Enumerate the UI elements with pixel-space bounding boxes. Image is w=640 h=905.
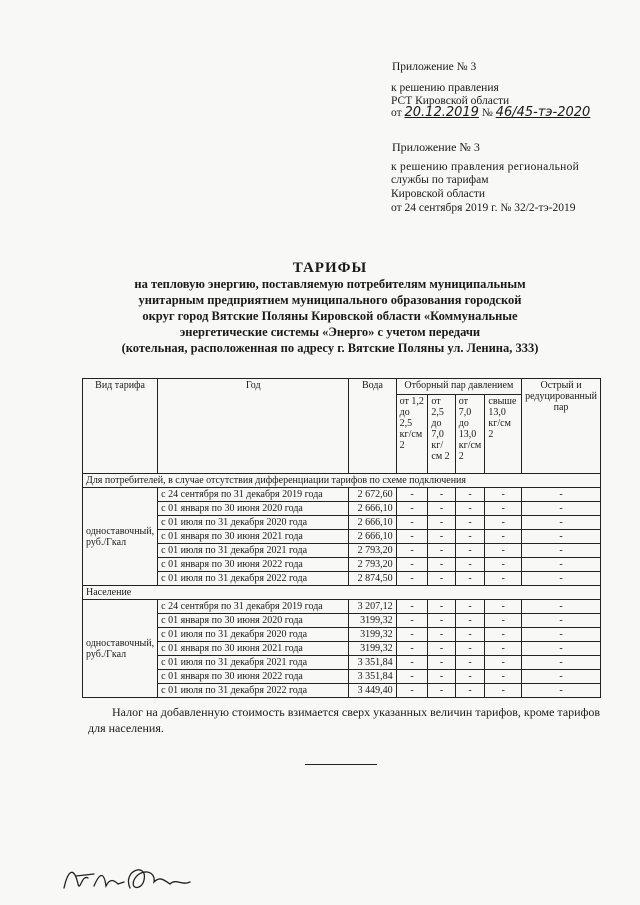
empty-value-dash: - (428, 684, 455, 698)
empty-value-dash: - (455, 558, 485, 572)
empty-value-dash: - (428, 558, 455, 572)
empty-value-dash: - (455, 684, 485, 698)
empty-value-dash: - (455, 670, 485, 684)
water-value: 3 207,12 (349, 600, 396, 614)
subtitle-line: (котельная, расположенная по адресу г. Вятские Поляны ул. Ленина, 333) (121, 341, 539, 355)
water-value: 3199,32 (349, 628, 396, 642)
water-value: 2 793,20 (349, 558, 396, 572)
empty-value-dash: - (522, 684, 601, 698)
empty-value-dash: - (396, 614, 428, 628)
period-cell: с 01 января по 30 июня 2021 года (158, 530, 349, 544)
table-row (83, 516, 601, 530)
water-value: 2 874,50 (349, 572, 396, 586)
col-header-steam-3: от 7,0 до 13,0 кг/см 2 (455, 395, 485, 474)
empty-value-dash: - (396, 488, 428, 502)
water-value: 3 449,40 (349, 684, 396, 698)
period-cell: с 01 июля по 31 декабря 2022 года (158, 572, 349, 586)
empty-value-dash: - (455, 628, 485, 642)
empty-value-dash: - (428, 642, 455, 656)
table-row (83, 544, 601, 558)
empty-value-dash: - (485, 656, 522, 670)
empty-value-dash: - (428, 614, 455, 628)
section-row (83, 586, 601, 600)
subtitle-line: округ город Вятские Поляны Кировской области «Коммунальные (142, 309, 518, 323)
empty-value-dash: - (485, 614, 522, 628)
empty-value-dash: - (455, 600, 485, 614)
col-header-steam-4: свыше 13,0 кг/см 2 (485, 395, 522, 474)
empty-value-dash: - (396, 502, 428, 516)
section-title: Население (83, 586, 601, 600)
empty-value-dash: - (396, 544, 428, 558)
empty-value-dash: - (522, 656, 601, 670)
period-cell: с 01 января по 30 июня 2022 года (158, 558, 349, 572)
period-cell: с 01 января по 30 июня 2020 года (158, 502, 349, 516)
col-header-steam-1: от 1,2 до 2,5 кг/см 2 (396, 395, 428, 474)
water-value: 3 351,84 (349, 670, 396, 684)
signature-drawing (60, 858, 210, 898)
empty-value-dash: - (522, 530, 601, 544)
empty-value-dash: - (522, 614, 601, 628)
water-value: 3199,32 (349, 614, 396, 628)
period-cell: с 01 января по 30 июня 2022 года (158, 670, 349, 684)
table-body (83, 474, 601, 698)
tariff-type: одноставочный, руб./Гкал (83, 600, 158, 698)
table-row (83, 488, 601, 502)
empty-value-dash: - (485, 642, 522, 656)
empty-value-dash: - (428, 502, 455, 516)
empty-value-dash: - (428, 572, 455, 586)
decision-date: 20.12.2019 (404, 105, 479, 120)
col-header-steam-2: от 2,5 до 7,0 кг/см 2 (428, 395, 455, 474)
empty-value-dash: - (485, 544, 522, 558)
table-row (83, 670, 601, 684)
empty-value-dash: - (522, 516, 601, 530)
vat-note: Налог на добавленную стоимость взимается сверх указанных величин тарифов, кроме тарифов для населения. (88, 705, 601, 735)
empty-value-dash: - (428, 600, 455, 614)
empty-value-dash: - (485, 684, 522, 698)
tariff-table (82, 378, 601, 698)
ref-line-3: Кировской области (391, 188, 486, 200)
empty-value-dash: - (396, 572, 428, 586)
subtitle-line: энергетические системы «Энерго» с учетом передачи (179, 325, 481, 339)
empty-value-dash: - (485, 572, 522, 586)
empty-value-dash: - (522, 502, 601, 516)
table-row (83, 572, 601, 586)
empty-value-dash: - (455, 614, 485, 628)
water-value: 2 666,10 (349, 530, 396, 544)
table-row (83, 684, 601, 698)
empty-value-dash: - (428, 656, 455, 670)
empty-value-dash: - (428, 488, 455, 502)
empty-value-dash: - (455, 488, 485, 502)
water-value: 2 666,10 (349, 516, 396, 530)
subtitle-line: на тепловую энергию, поставляемую потребителям муниципальным (134, 277, 526, 291)
empty-value-dash: - (396, 600, 428, 614)
empty-value-dash: - (455, 572, 485, 586)
water-value: 2 793,20 (349, 544, 396, 558)
empty-value-dash: - (428, 516, 455, 530)
empty-value-dash: - (455, 502, 485, 516)
col-header-year: Год (158, 379, 349, 474)
empty-value-dash: - (485, 488, 522, 502)
ref-line-2: службы по тарифам (391, 174, 489, 186)
decision-from: от (391, 107, 402, 119)
water-value: 2 666,10 (349, 502, 396, 516)
empty-value-dash: - (522, 670, 601, 684)
empty-value-dash: - (522, 558, 601, 572)
period-cell: с 01 июля по 31 декабря 2021 года (158, 544, 349, 558)
empty-value-dash: - (485, 516, 522, 530)
empty-value-dash: - (485, 670, 522, 684)
period-cell: с 01 июля по 31 декабря 2020 года (158, 516, 349, 530)
empty-value-dash: - (522, 600, 601, 614)
empty-value-dash: - (396, 684, 428, 698)
col-header-type: Вид тарифа (83, 379, 158, 474)
table-row (83, 530, 601, 544)
empty-value-dash: - (396, 530, 428, 544)
period-cell: с 24 сентября по 31 декабря 2019 года (158, 488, 349, 502)
empty-value-dash: - (485, 628, 522, 642)
empty-value-dash: - (522, 572, 601, 586)
document-title: ТАРИФЫ (292, 260, 368, 276)
col-header-sharp-steam: Острый и редуцированный пар (522, 379, 601, 474)
period-cell: с 01 января по 30 июня 2021 года (158, 642, 349, 656)
empty-value-dash: - (396, 656, 428, 670)
period-cell: с 24 сентября по 31 декабря 2019 года (158, 600, 349, 614)
table-row (83, 614, 601, 628)
water-value: 3 351,84 (349, 656, 396, 670)
empty-value-dash: - (485, 502, 522, 516)
decision-date-line (391, 106, 590, 120)
decision-number: 46/45-тэ-2020 (495, 105, 591, 120)
empty-value-dash: - (485, 558, 522, 572)
period-cell: с 01 января по 30 июня 2020 года (158, 614, 349, 628)
section-row (83, 474, 601, 488)
empty-value-dash: - (455, 544, 485, 558)
empty-value-dash: - (428, 670, 455, 684)
empty-value-dash: - (428, 628, 455, 642)
table-row (83, 502, 601, 516)
section-title: Для потребителей, в случае отсутствия дифференциации тарифов по схеме подключения (83, 474, 601, 488)
empty-value-dash: - (455, 642, 485, 656)
col-header-steam: Отборный пар давлением (396, 379, 521, 395)
document-subtitle (60, 276, 600, 356)
divider-line (305, 764, 377, 765)
ref-line-4: от 24 сентября 2019 г. № 32/2-тэ-2019 (391, 202, 576, 214)
table-row (83, 600, 601, 614)
water-value: 3199,32 (349, 642, 396, 656)
ref-line-1: к решению правления региональной (391, 161, 580, 173)
empty-value-dash: - (485, 530, 522, 544)
decision-line-1: к решению правления (391, 82, 499, 94)
empty-value-dash: - (455, 656, 485, 670)
col-header-water: Вода (349, 379, 396, 474)
empty-value-dash: - (522, 642, 601, 656)
header-row (83, 379, 601, 395)
table-row (83, 628, 601, 642)
empty-value-dash: - (396, 516, 428, 530)
tariff-type: одноставочный, руб./Гкал (83, 488, 158, 586)
water-value: 2 672,60 (349, 488, 396, 502)
empty-value-dash: - (396, 670, 428, 684)
empty-value-dash: - (428, 544, 455, 558)
table-row (83, 642, 601, 656)
empty-value-dash: - (396, 558, 428, 572)
empty-value-dash: - (485, 600, 522, 614)
decision-line-2: РСТ Кировской области (391, 95, 510, 107)
appendix-label: Приложение № 3 (392, 61, 477, 73)
empty-value-dash: - (522, 628, 601, 642)
subtitle-line: унитарным предприятием муниципального образования городской (138, 293, 522, 307)
empty-value-dash: - (522, 544, 601, 558)
table-row (83, 656, 601, 670)
empty-value-dash: - (396, 628, 428, 642)
empty-value-dash: - (522, 488, 601, 502)
empty-value-dash: - (396, 642, 428, 656)
period-cell: с 01 июля по 31 декабря 2020 года (158, 628, 349, 642)
empty-value-dash: - (455, 530, 485, 544)
empty-value-dash: - (428, 530, 455, 544)
appendix-label-2: Приложение № 3 (392, 140, 480, 154)
empty-value-dash: - (455, 516, 485, 530)
decision-no-sign: № (481, 107, 493, 119)
period-cell: с 01 июля по 31 декабря 2021 года (158, 656, 349, 670)
table-row (83, 558, 601, 572)
period-cell: с 01 июля по 31 декабря 2022 года (158, 684, 349, 698)
